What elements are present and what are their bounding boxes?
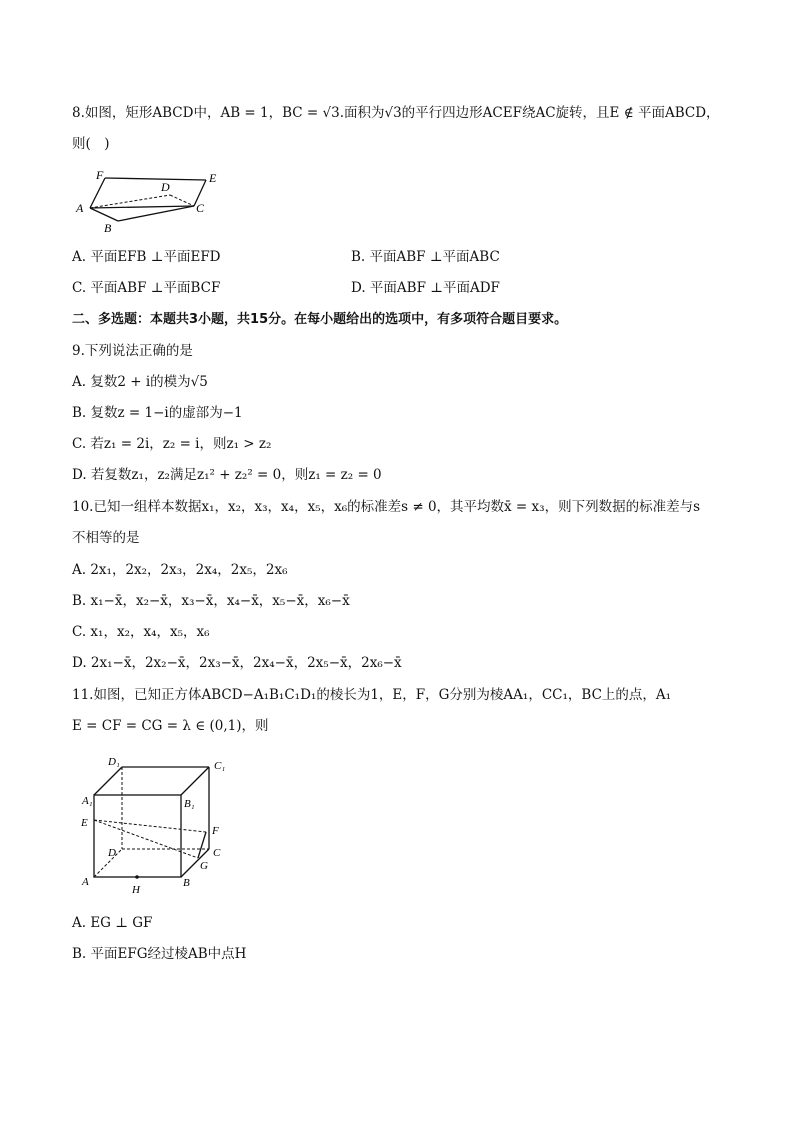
- q8-label-E: E: [209, 171, 217, 185]
- q8-label-C: C: [196, 201, 205, 215]
- q11-label-E: E: [81, 817, 88, 829]
- q8-edge-AB: [90, 208, 118, 221]
- q10-option-c: C. x₁，x₂，x₄，x₅，x₆: [72, 624, 210, 640]
- q11-label-B: B: [183, 877, 190, 889]
- q8-stem-line2: 则( ): [72, 136, 110, 152]
- q9-option-a: A. 复数2 + i的模为√5: [72, 374, 208, 390]
- q10-option-a: A. 2x₁，2x₂，2x₃，2x₄，2x₅，2x₆: [72, 562, 288, 578]
- q8-option-c: C. 平面ABF ⊥平面BCF: [72, 280, 221, 296]
- q8-option-a: A. 平面EFB ⊥平面EFD: [72, 249, 221, 265]
- q11-label-D: D: [108, 847, 116, 859]
- q11-stem-line1: 11.如图，已知正方体ABCD−A₁B₁C₁D₁的棱长为1，E，F，G分别为棱AA₁，CC₁，BC上的点，A₁: [72, 687, 672, 703]
- q10-option-b: B. x₁−x̄，x₂−x̄，x₃−x̄，x₄−x̄，x₅−x̄，x₆−x̄: [72, 593, 350, 609]
- q11-label-H: H: [132, 884, 140, 896]
- q8-edge-DC: [170, 195, 194, 206]
- q8-edge-BC: [118, 206, 194, 221]
- q8-stem-line1: 8.如图，矩形ABCD中，AB = 1，BC = √3.面积为√3的平行四边形ACEF绕AC旋转，且E ∉ 平面ABCD，: [72, 105, 720, 121]
- q8-option-d: D. 平面ABF ⊥平面ADF: [351, 280, 500, 296]
- q11-label-C1: C₁: [214, 760, 226, 772]
- q11-stem-line2: E = CF = CG = λ ∈ (0,1)，则: [72, 718, 269, 734]
- q11-label-C: C: [213, 847, 221, 859]
- q8-label-A: A: [76, 201, 84, 215]
- q11-cube-figure: [72, 752, 242, 900]
- q8-edge-AF: [90, 178, 105, 208]
- q8-label-F: F: [96, 168, 104, 182]
- q8-label-D: D: [161, 180, 170, 194]
- q11-option-b: B. 平面EFG经过棱AB中点H: [72, 946, 247, 962]
- q11-label-A1: A₁: [82, 795, 93, 807]
- q11-label-B1: B₁: [184, 798, 195, 810]
- q8-label-B: B: [104, 221, 112, 235]
- q9-option-d: D. 若复数z₁，z₂满足z₁² + z₂² = 0，则z₁ = z₂ = 0: [72, 467, 382, 483]
- q11-edge-A1D1: [94, 767, 122, 795]
- q11-label-G: G: [200, 860, 208, 872]
- q9-stem: 9.下列说法正确的是: [72, 343, 193, 359]
- q11-label-A: A: [82, 876, 89, 888]
- q8-edge-AC: [90, 206, 194, 208]
- q8-option-b: B. 平面ABF ⊥平面ABC: [351, 249, 500, 265]
- q11-point-H: [135, 875, 139, 879]
- q10-stem-line2: 不相等的是: [72, 530, 140, 546]
- q8-edge-FE: [105, 178, 206, 180]
- q9-option-b: B. 复数z = 1−i的虚部为−1: [72, 405, 243, 421]
- q11-option-a: A. EG ⊥ GF: [72, 915, 153, 931]
- section-2-heading: 二、多选题：本题共3小题，共15分。在每小题给出的选项中，有多项符合题目要求。: [72, 312, 568, 327]
- q8-figure: [72, 168, 232, 236]
- q11-label-F: F: [212, 825, 219, 837]
- q10-option-d: D. 2x₁−x̄，2x₂−x̄，2x₃−x̄，2x₄−x̄，2x₅−x̄，2x₆−x̄: [72, 655, 402, 671]
- q11-label-D1: D₁: [108, 756, 120, 768]
- q10-stem-line1: 10.已知一组样本数据x₁，x₂，x₃，x₄，x₅，x₆的标准差s ≠ 0，其平均数x̄ = x₃，则下列数据的标准差与s: [72, 499, 700, 515]
- q9-option-c: C. 若z₁ = 2i，z₂ = i，则z₁ > z₂: [72, 436, 272, 452]
- q11-edge-B1C1: [181, 767, 209, 795]
